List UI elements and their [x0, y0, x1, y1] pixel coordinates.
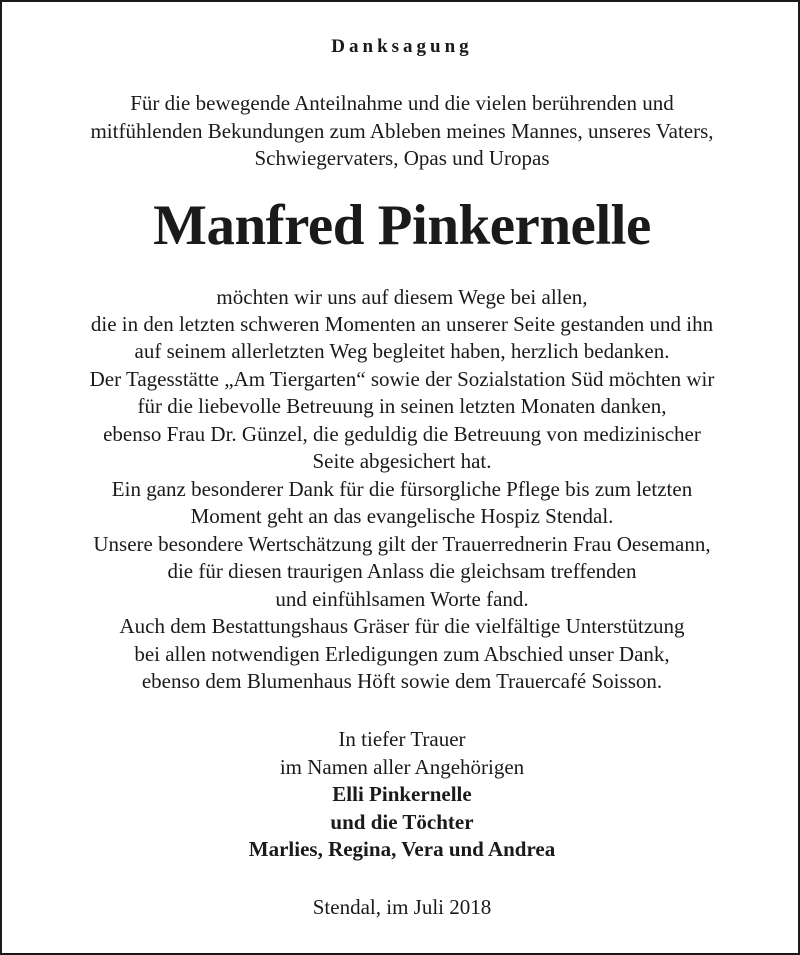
body-line: und einfühlsamen Worte fand. [275, 587, 529, 611]
closing-line: im Namen aller Angehörigen [279, 755, 525, 779]
body-line: Moment geht an das evangelische Hospiz Stendal. [190, 504, 614, 528]
heading: Danksagung [331, 36, 473, 57]
daughters-names: Marlies, Regina, Vera und Andrea [248, 837, 556, 861]
intro-line: Für die bewegende Anteilnahme und die vielen berührenden und [130, 91, 674, 115]
body-line: Seite abgesichert hat. [312, 449, 492, 473]
intro-line: Schwiegervaters, Opas und Uropas [254, 146, 550, 170]
body-line: bei allen notwendigen Erledigungen zum Abschied unser Dank, [134, 642, 670, 666]
body-line: Ein ganz besonderer Dank für die fürsorgliche Pflege bis zum letzten [111, 477, 693, 501]
signer-name: Elli Pinkernelle [332, 782, 472, 806]
body-line: möchten wir uns auf diesem Wege bei allen, [216, 285, 588, 309]
body-line: für die liebevolle Betreuung in seinen letzten Monaten danken, [137, 394, 667, 418]
body-line: die in den letzten schweren Momenten an unserer Seite gestanden und ihn [90, 312, 714, 336]
body-line: ebenso dem Blumenhaus Höft sowie dem Trauercafé Soisson. [141, 669, 663, 693]
body-line: Unsere besondere Wertschätzung gilt der Trauerrednerin Frau Oesemann, [93, 532, 711, 556]
signer-daughters-intro: und die Töchter [330, 810, 474, 834]
closing-line: In tiefer Trauer [338, 727, 466, 751]
body-line: ebenso Frau Dr. Günzel, die geduldig die Betreuung von medizinischer [103, 422, 701, 446]
body-line: Der Tagesstätte „Am Tiergarten“ sowie der Sozialstation Süd möchten wir [89, 367, 715, 391]
body-line: Auch dem Bestattungshaus Gräser für die vielfältige Unterstützung [119, 614, 685, 638]
deceased-name: Manfred Pinkernelle [153, 194, 651, 257]
intro-line: mitfühlenden Bekundungen zum Ableben meines Mannes, unseres Vaters, [90, 119, 714, 143]
body-line: auf seinem allerletzten Weg begleitet haben, herzlich bedanken. [134, 339, 670, 363]
place-date: Stendal, im Juli 2018 [312, 895, 492, 919]
body-line: die für diesen traurigen Anlass die gleichsam treffenden [167, 559, 637, 583]
